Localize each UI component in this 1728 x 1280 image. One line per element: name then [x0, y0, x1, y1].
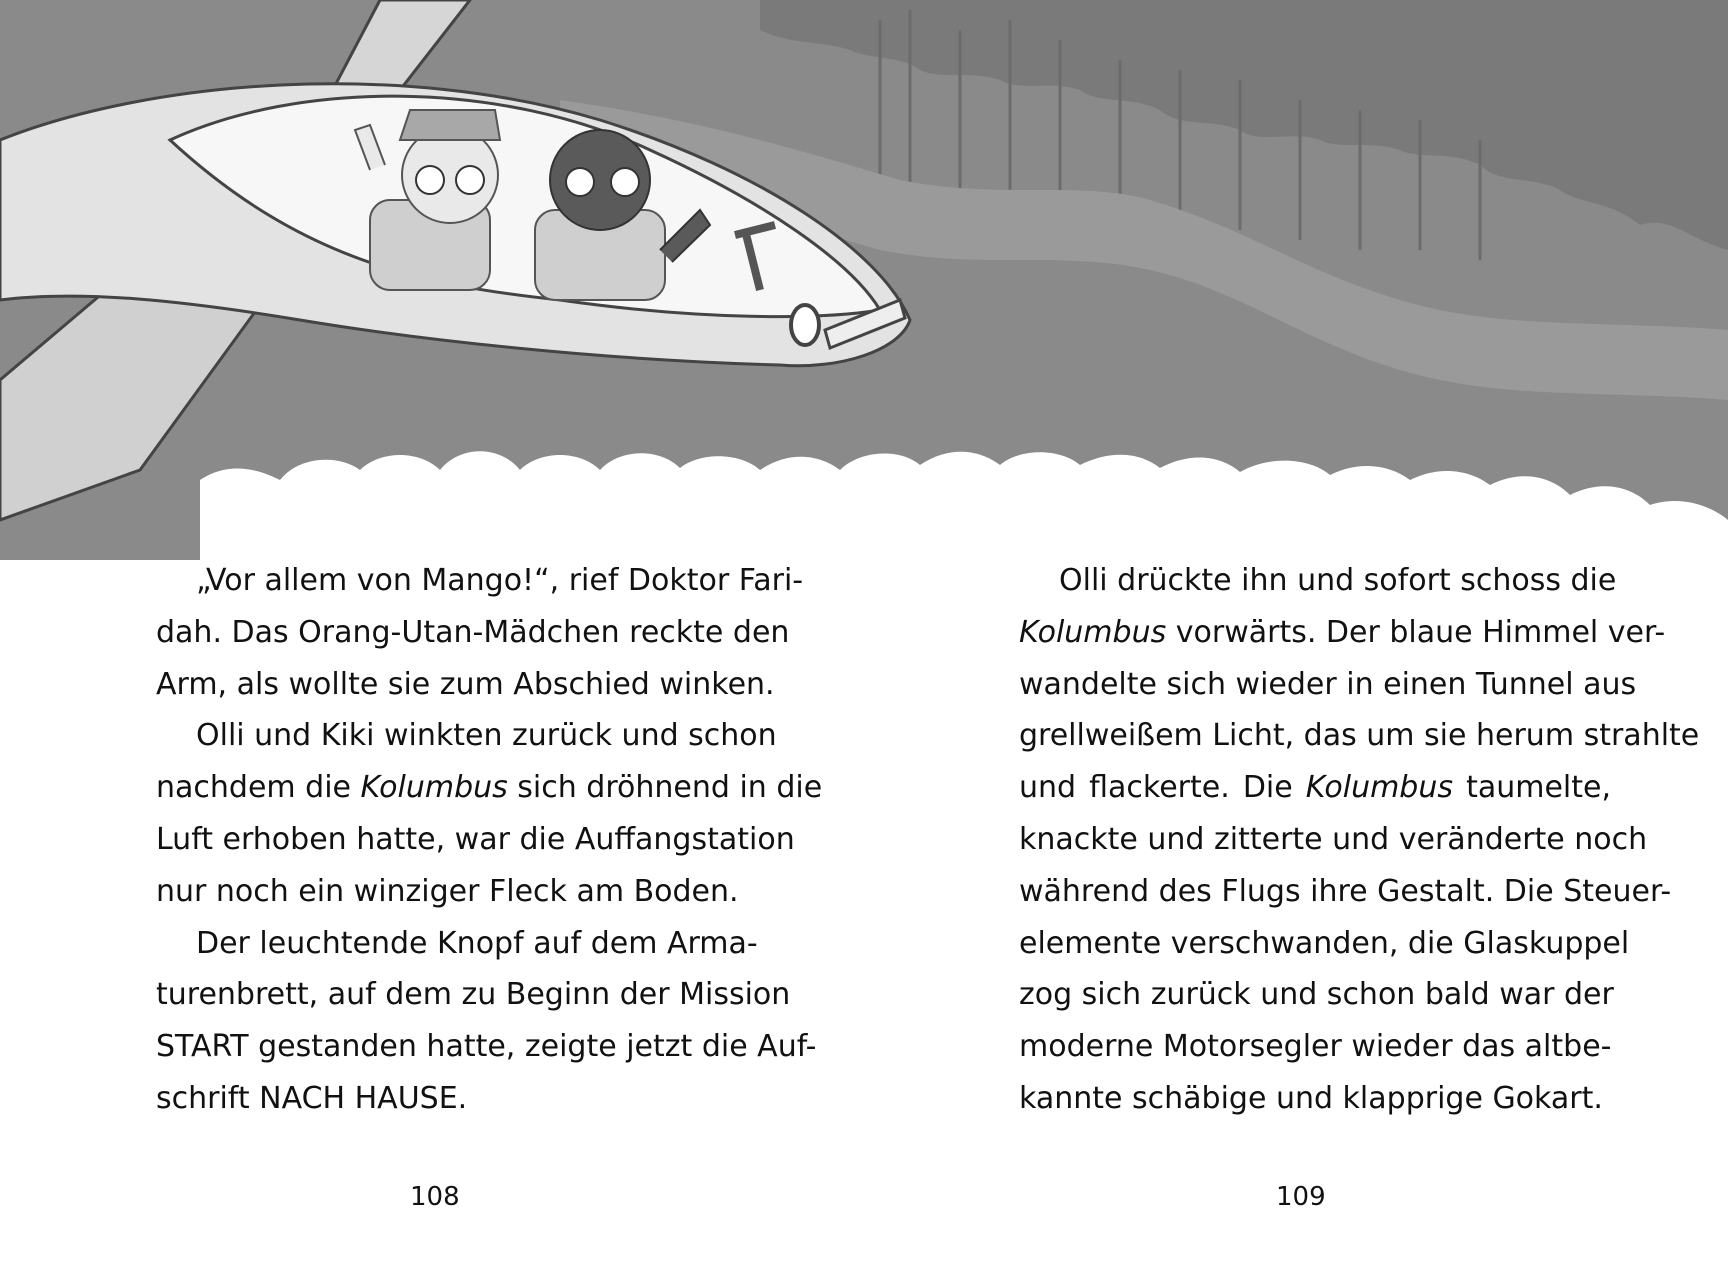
- text-run: vorwärts. Der blaue Himmel ver-: [1166, 614, 1666, 650]
- text-line: Luft erhoben hatte, war die Auffangstation: [156, 821, 795, 857]
- text-line: [979, 762, 1611, 814]
- text-line: [979, 607, 1666, 659]
- nose-vent: [791, 305, 819, 345]
- text-line: nur noch ein winziger Fleck am Boden.: [156, 873, 739, 909]
- page-number-right: 109: [1276, 1182, 1326, 1212]
- text-line: grellweißem Licht, das um sie herum strahlte: [1019, 718, 1700, 754]
- paragraph: [116, 918, 817, 1125]
- text-line: dah. Das Orang-Utan-Mädchen reckte den: [156, 614, 790, 650]
- text-run: sich dröhnend in die: [507, 770, 823, 806]
- text-line: knackte und zitterte und veränderte noch: [1019, 821, 1648, 857]
- ship-name: Kolumbus: [1019, 614, 1167, 650]
- text-line: schrift NACH HAUSE.: [156, 1080, 468, 1116]
- text-line: turenbrett, auf dem zu Beginn der Mission: [156, 977, 791, 1013]
- text-line: während des Flugs ihre Gestalt. Die Steuer-: [1019, 873, 1672, 909]
- text-run: taumelte,: [1453, 770, 1611, 806]
- text-line: „Vor allem von Mango!“, rief Doktor Fari-: [196, 563, 804, 598]
- text-line: [116, 762, 823, 814]
- text-line: Olli und Kiki winkten zurück und schon: [196, 718, 777, 754]
- text-line: START gestanden hatte, zeigte jetzt die Auf-: [156, 1029, 817, 1065]
- text-line: wandelte sich wieder in einen Tunnel aus: [1019, 666, 1637, 702]
- ship-name: Kolumbus: [1305, 770, 1453, 806]
- page-number-left: 108: [410, 1182, 460, 1212]
- text-line: Olli drückte ihn und sofort schoss die: [1059, 563, 1617, 598]
- text-line: Der leuchtende Knopf auf dem Arma-: [196, 925, 758, 961]
- left-page-text: [116, 555, 823, 1125]
- paragraph: [116, 555, 804, 710]
- text-run: und flackerte. Die: [1019, 770, 1306, 806]
- text-run: nachdem die: [156, 770, 361, 806]
- text-line: kannte schäbige und klapprige Gokart.: [1019, 1080, 1603, 1116]
- illustration-glider-over-jungle: [0, 0, 1728, 560]
- paragraph: [116, 710, 823, 917]
- right-page-text: [979, 555, 1700, 1125]
- text-line: Arm, als wollte sie zum Abschied winken.: [156, 666, 775, 702]
- text-line: elemente verschwanden, die Glaskuppel: [1019, 925, 1630, 961]
- paragraph: [979, 555, 1700, 1125]
- ship-name: Kolumbus: [360, 770, 508, 806]
- text-line: zog sich zurück und schon bald war der: [1019, 977, 1614, 1013]
- text-line: moderne Motorsegler wieder das altbe-: [1019, 1029, 1612, 1065]
